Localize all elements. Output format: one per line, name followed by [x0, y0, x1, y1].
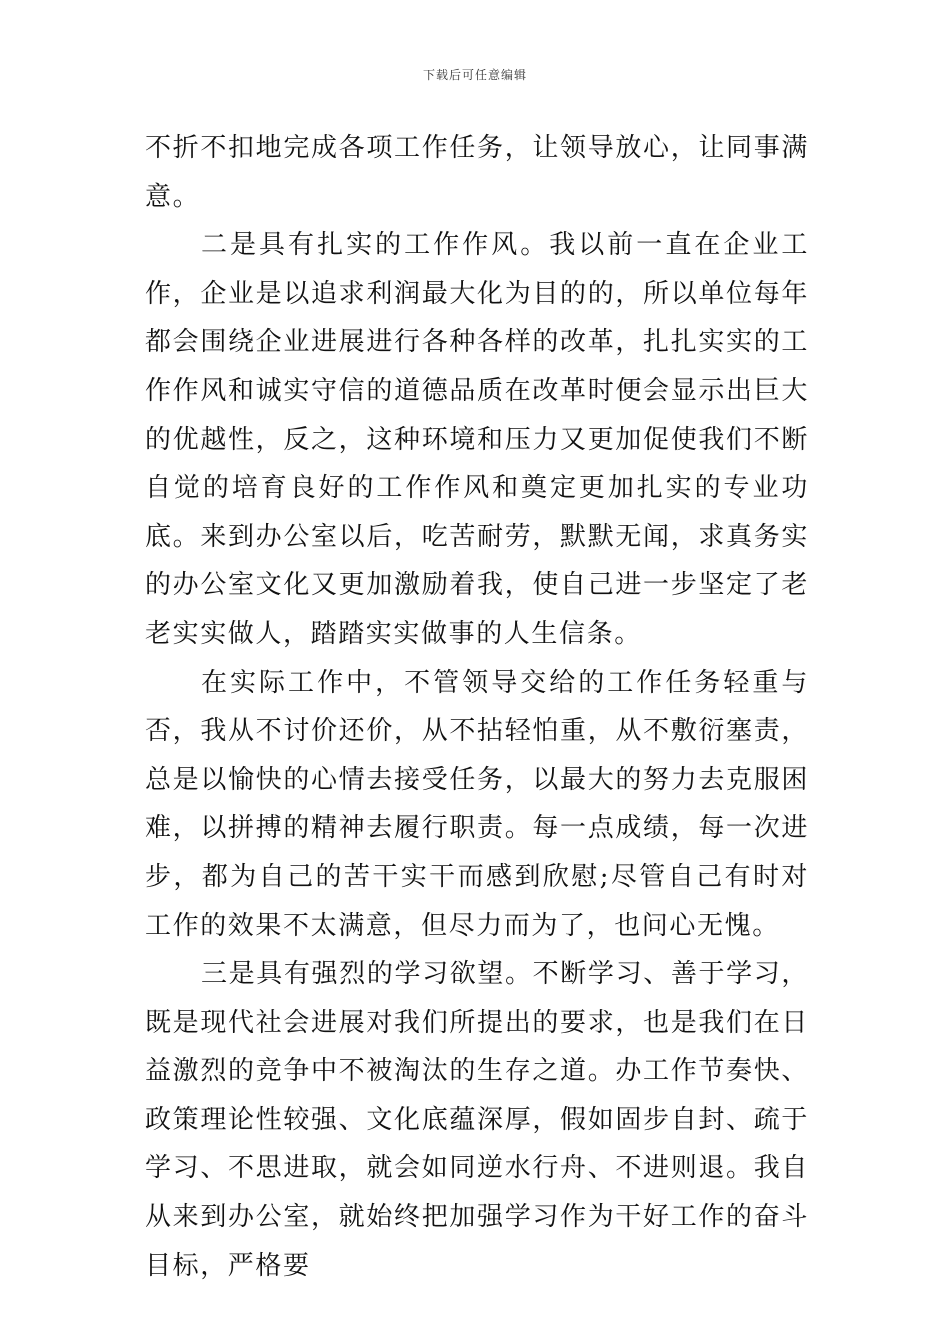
document-body [145, 124, 809, 1290]
paragraph-2: 二是具有扎实的工作作风。我以前一直在企业工作，企业是以追求利润最大化为目的的，所以单位每年都会围绕企业进展进行各种各样的改革，扎扎实实的工作作风和诚实守信的道德品质在改革时便会显示出巨大的优越性，反之，这种环境和压力又更加促使我们不断自觉的培育良好的工作作风和奠定更加扎实的专业功底。来到办公室以后，吃苦耐劳，默默无闻，求真务实的办公室文化又更加激励着我，使自己进一步坚定了老老实实做人，踏踏实实做事的人生信条。 [145, 230, 809, 649]
paragraph-4: 三是具有强烈的学习欲望。不断学习、善于学习，既是现代社会进展对我们所提出的要求，也是我们在日益激烈的竞争中不被淘汰的生存之道。办工作节奏快、政策理论性较强、文化底蕴深厚，假如固步自封、疏于学习、不思进取，就会如同逆水行舟、不进则退。我自从来到办公室，就始终把加强学习作为干好工作的奋斗目标，严格要 [145, 959, 809, 1281]
paragraph-3: 在实际工作中，不管领导交给的工作任务轻重与否，我从不讨价还价，从不拈轻怕重，从不敷衍塞责，总是以愉快的心情去接受任务，以最大的努力去克服困难，以拼搏的精神去履行职责。每一点成绩，每一次进步，都为自己的苦干实干而感到欣慰;尽管自己有时对工作的效果不太满意，但尽力而为了，也问心无愧。 [145, 667, 809, 941]
header-note: 下载后可任意编辑 [422, 68, 527, 82]
paragraph-1: 不折不扣地完成各项工作任务，让领导放心，让同事满意。 [145, 133, 809, 212]
